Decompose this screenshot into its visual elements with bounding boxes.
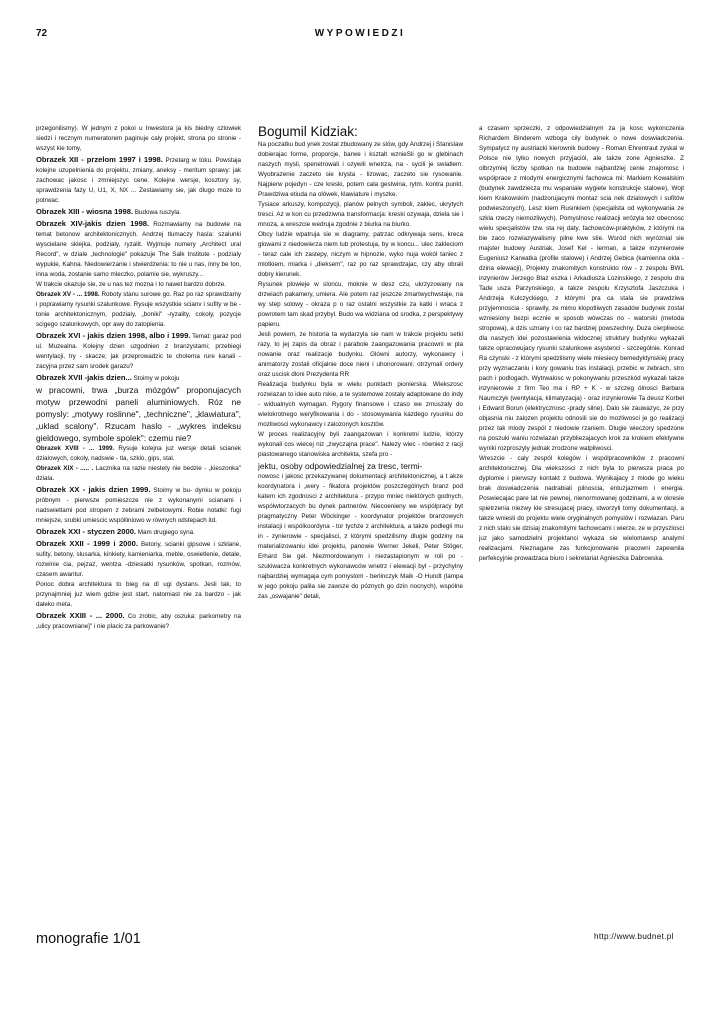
section-title: WYPOWIEDZI [314, 28, 406, 39]
page-header [36, 28, 684, 42]
paragraph: Rysunek plowieje w sloncu, moknie w desz czu, ukrzyzowany na drzwiach pakamery, umiera. Ale potem raz jeszcze zmartwychwstaje, na wy step solowy - okraza p o raz ostatni wszystkie za katki i wraca z powrotem tam skad przybyl. Budo wa widziana od srodka, z perspektywy papieru. [258, 281, 463, 328]
paragraph: jektu, osoby odpowiedzialnej za tresc, termi- [258, 461, 423, 471]
paragraph-obrazek [36, 464, 241, 484]
paragraph-obrazek [36, 538, 241, 580]
obrazek-heading: Obrazek XXI - styczen 2000. [36, 527, 137, 536]
obrazek-heading: Obrazek XIV-jakis dzien 1998. [36, 219, 150, 228]
column-middle-body [258, 140, 463, 602]
obrazek-body: Stoimy w bu- dynku w pokoju próbnym - pierwsze pomieszcze nie z wykonanymi scianami i nadswietlami pod stropem z zebrami zelbetowymi. Robie notatki: fugi mniejsze, srubki umiescic wspólliniowo w równych odstepach itd. [36, 487, 241, 524]
obrazek-body: Mam drugiego syna. [136, 529, 195, 536]
obrazek-heading: Obrazek XII - przelom 1997 i 1998. [36, 155, 163, 164]
paragraph-obrazek [36, 218, 241, 280]
obrazek-body: Rozmawiamy na budowie na temat betonow architektonicznych. Andrzej tlumaczy hasla: szalunki wyscielane sklejka, podzialy, ryzalit. Wyjmuje numery „Architect ural Record", w dziale „technologie" pokazuje The Salk Institute - podzialy wypukle, Kahna. Niedowierzanie i stwierdzenia: to nie u nas, inny be ton, inna woda, zostanie samo mleczko, polamie sie, wykruszy... [36, 221, 241, 278]
obrazek-heading: Obrazek XXIII - ... 2000. [36, 611, 125, 620]
paragraph: Obcy ludzie wpatruja sie w diagramy, patrzac odkrywaja sens, kreca glowami z niedowierza niem lub protestuja, by w koncu... ulec zakleciom - teraz cale ich zastepy, niczym w hipnozie, wyko nuja wokól taniec z mlotkiem, miarka i „dieksem", raz po raz sprawdzajac, czy aby obrali dobry kierunek. [258, 231, 463, 278]
obrazek-heading: Obrazek XVIII - ... 1999. [36, 445, 115, 452]
paragraph-obrazek [36, 372, 241, 384]
paragraph: a czasem sprzeczki, z odpowiedzialnym za ja kosc wykonczenia Richardem Binderem wzboga cily budynek o nowe doswiadczenia. Sympatycz ny austriacki kierownik budowy - Roman Ehrentraut zyskal w Polsce nie tylko nowych przyjaciól, ale takze zone Agnieszke. Z olbrzymiej liczby spotkan na budowie najbardziej cenie znajomosc i wspólprace z mlodymi energicznymi fachowca mi: Markiem Kowalskim (budynek zawdziecza mu wspaniale wygiete konstrukcje stalowe), Wojt kiem Krakowskim (nadzorujacymi montaz scia nek dzialowych i sufitów podwieszonych), Lesz kiem Rusinkiem (specjalista od wykonywania ze szkla rzeczy niemozliwych). Pomyslnosc realizacji wrózyla tez obecnosc wielu specjalistów tzw. sta rej daty, fachowców-praktyków, z którymi na bie zaco rozwiazywalismy pilne kwe stie. Wsród nich wyróznial sie majster budowy Austriak, Josef Kel - lerman, a takze inzynierowie Eugeniusz Karwatka (profile stalowe) i Andrzej Gebica (kamienna okla - dzina elewacji), Projekty znakomitych konstrukto rów - z zespolu BWL inzynierów Jerzego Blaz eszka i Arkadiusza Lozinskiego, z zespolu dra Tade usza Parzynskiego, a takze zespolu Krzysztofa Jaszczuka i Andrzeja Kulczyckiego, z którymi pra ca stala sie prawdziwa przyjemnoscia - sprawily, ze mimo klopotliwych zasadów budynek zostal wzniesiony bezpi ecznie w sposob wówczas no - watorski (metoda stropowa), a dzis uznany i co raz bardziej powszechny. Duza cierpliwosc dla naszych idei pozostawienia widocznej struktury budynku wykazali takze opracowujacy rysunki szalunkowe asystenci - szczególnie. Konrad Ra czynski - z którymi spedzilismy wiele miesiecy bemedyktynskiej pracy przy wyznaczaniu i kory gowaniu tras instalacji, przebic w zebrach, stro pach i podlogach. Wytrwalosc w pokonywaniu przeszkód wykazali takze inzynierowie z firm Teo ma i RP + K - w szczeg ólnosci Barbara Naumczyk (wentylacja, klimatyzacja) - oraz inzynierowie Ta deusz Korbel i Edward Borun (elektrycznosc -prady silne). Dalo sie zauwazyc, ze przy objasnia niu zalozen projektu odnosili sie do mozliwosci je go realizacji przez tak mlody zespól z niedowie rzaniem. Dlugie wieczory spedzone na poszuki waniu rozwiazan przybliezajacych krok za krokiem efektywne wyniki rozproszyly jednak zrodzone watpliwosci. [479, 125, 684, 452]
obrazek-body: Co zrobic, aby oszuka: parkometry na „ulicy pracowniane]" i nie placic za parkowanie? [36, 613, 241, 630]
paragraph: W proces realizacyjny byli zaangazowan i konkretni ludzie, którzy wykonali cos wiecej niz „zwyczajna prace". Nalezy wiec - równiez z racji piastowanego stanowiska architekta, szefa pro - [258, 431, 463, 458]
paragraph-obrazek [36, 526, 241, 538]
column-right [479, 124, 684, 564]
obrazek-heading: Obrazek XX - jakis dzien 1999. [36, 485, 151, 494]
obrazek-heading: Obrazek XVI - jakis dzien 1998, albo i 1999. [36, 331, 191, 340]
page-number: 72 [36, 28, 48, 39]
paragraph: Jesli powiem, ze historia ta wydarzyla sie nam w trakcie projektu setki razy, to jej zapis da obraz i parabole zaangazowania pracowni w pla nowanie oraz realizacje budynku. Glówni autorzy, wykonawcy i animatorzy zostali oficjalnie doce nieni i uhonorowani: otrzymali ordery oraz uscisk dloni Prezydenta RR [258, 331, 463, 378]
obrazek-body: Temat: garaz pod ul. Muzealna. Kolejny dzien uzgodnien z branzystami; przebiegi wentylacji, try - skacze; jak przeprowadzic te cholerna rure kanali - zacyjna przez sam srodek garazu? [36, 333, 242, 370]
obrazek-body: Roboty stanu surowe go. Raz po raz sprawdzamy i poprawiamy rysunki szalunkowe. Rysuje wszystkie scianv i sufity w be - tonie architektonicznym, podzialy, „boniki" -ryzality, cokoly, pozycje scigego szalunkowych, opr awy do zatopienia. [36, 291, 241, 328]
paragraph-obrazek [36, 484, 241, 526]
paragraph: W trakcie okazuje sie, ze u nas tez mozna i to nawet bardzo dobrze. [36, 281, 227, 288]
paragraph-obrazek [36, 290, 241, 330]
paragraph: Tysiace arkuszy, kompozycji, planów pelnych symboli, zaklec, ukrytych tresci. Az w kon cu przedziwna transformacja: kreski ozywaja, dziela sie i mnoza, a wreszcie wedruja zgodnie z biurka na biurko. [258, 201, 463, 228]
paragraph-obrazek [36, 154, 241, 206]
obrazek-heading: Obrazek XV - ... 1998. [36, 291, 100, 298]
author-heading: Bogumil Kidziak: [258, 124, 358, 139]
paragraph: nowosc i jakosc przekazywanej dokumentacji architektonicznej, a t akze koordynatora i „wery - fikatora projektów poszczególnych branz pod katem ich zgodnosci z architektura - przypo mniec niektórych godnych, wspólwtorzacych bu dynek partnerów. Niecoenieny we wspólpracy byt pragmatyczny Peter Wöckinger - koordynator projektów branzowych instalacji i wspólkoordyna - tor tychze z architektura, a takze podlegli mu in - zynierowie - specjalisci, z którymi spedzilismy dlugie godziny na materializowaniu idei projektu, panowie Werner Jekeli, Peter Stöger, Erhard Sie gel. Niezmordowanym i niezastapionym w roli po - szukiwacza konkretnych wykonawców wnetrz i elewacji byl - przychylny najbardziej wymagaja cym pomyslom - berlinczyk Maik -O Hundt (lampa w jego pokoju palila sie zawsze do póznych go dzin nocnych), wspólne zas „oswajanie" detali, [258, 473, 463, 600]
paragraph-obrazek [36, 444, 241, 464]
column-middle [258, 124, 463, 602]
obrazek-heading: Obrazek XXII - 1999 i 2000. [36, 539, 138, 548]
obrazek-body: Betony, scianki gipsowe i szklane, sufity, betony, slusarka, kinkiety, kamieniarka, meble, oswietlenie, detale, rozwinie cia, pejzaz, wentza -dziesiatki rysunków, spotkan, rozmów, czasem awantur. [36, 541, 242, 578]
paragraph: Realizacja budynku byla w wielu punktach pionierska. Wiekszosc rozwiazan to idee auto rskie, a te systemowe zostaly adaptowane do indy - widualnych wymagan. Rygory finansowe i czaso we zmuszaly do wielokrotnego weryfikowania i do - stosowywania kazdego rysunku do mozliwosci wykonawcy i zalozonych kosztów. [258, 381, 463, 428]
obrazek-heading: Obrazek XIX - ..... . [36, 465, 94, 472]
column-left [36, 124, 241, 632]
paragraph: Ponoc dobra architektura to bieg na dl ugi dystans. Jesli tak, to przynajmniej juz wiem gdzie jest start, natomiast nie za bardzo - jak daleko meta. [36, 581, 241, 608]
obrazek-heading: Obrazek XIII - wiosna 1998. [36, 207, 134, 216]
footer-publication: monografie 1/01 [36, 931, 141, 947]
footer-url[interactable]: http://www.budnet.pl [594, 932, 674, 941]
obrazek-body: Przetarg w toku. Powstaja kolejne uzupelnienia do projektu, zmiany, aneksy - meritum sprawy: jak zachowac jakosc i zmniejszyc cene. Kolejne wersje, kosztory sy, sprawdzenia fazy U, U1, X, NX ... Zestawiamy sie, jak dlugo moze to potrwac. [36, 157, 242, 204]
obrazek-body: Stoimy w pokoju [131, 375, 180, 382]
paragraph-obrazek [36, 610, 241, 632]
obrazek-body: Rysuje kolejna juz wersje detali scianek dzialowych, cokoly, nadswie - tla, szklo, gips, stal. [36, 445, 241, 462]
paragraph-obrazek [36, 206, 241, 218]
paragraph: Na poczatku bud ynek zostal zbudowany ze slów, gdy Andrzej i Stanislaw dobierajac forme, proporcje, barwe i ksztalt wznieSli go w glebinach naszych mysli, spenetrowali i ozywili wnetrza, na - sycili je swiatlem. Wyobrazenie zaczeto sie krysta - lizowac, zaczeto sie rysowanie. Najpierw pojedyn - cze kreski, potem cala gestwina, rytm. kontra punkt. Prawdziwa etiuda na olówek, klawiature i myszke. [258, 141, 463, 198]
paragraph-obrazek [36, 330, 241, 372]
paragraph: Wreszcie - caly zespól kolegów i wspólpracowników z pracowni architektonicznej. Dla wiekszosci z nich byla to pierwsza praca po dyplomie i pierwszy kontakt z budowa. Wynikajacy z mlode go wieku brak doswiadczenia nadrabiali pilnoscia, entuzjazmem i energia. Poswiecajac pare lat nie pewnej, nienormowanej godzinami, a w okresie spietrzenia niezwy kle stresujacej pracy, stworzyli tomy dokumentacji, a takze wniesli do projektu wiele oryginalnych pomyslów i rozwiazan. Paru z nich stalo sie dzisiaj znakomitymi fachowcami i wierze, ze w przyszlosci juz jako samodzielni projektanci wykaza sie wielomawsp analymi realizacjami. Nieznagane zas funkcjonowanie pracowni zapewnila perfekcyjnie prowadzaca biuro i sekretariat Agnieszka Dabrowska. [479, 455, 684, 562]
paragraph: przegonilismy). W jednym z pokoi u Inwestora ja kis biedny czlowiek siedzi i recznym numeratorem paginuje caly projekt, strona po stronie - wszyst kie tomy, [36, 125, 241, 152]
obrazek-body: Budowa ruszyla. [133, 209, 182, 216]
paragraph: w pracowni, trwa „burza mózgów" proponujacych motyw przewodni paneli aluminiowych. Róz ne pomysly: „motywy roslinne", „techniczne", „klawiatura", „uklad scalony". Rzucam haslo - „wykres indeksu gieldowego, symbole spolek": czemu nie? [36, 385, 241, 443]
obrazek-body: Lacznika na razie niestety nie bedzie - „kieszonka" dziala. [36, 465, 242, 482]
obrazek-heading: Obrazek XVII -jakis dzien... [36, 373, 132, 382]
